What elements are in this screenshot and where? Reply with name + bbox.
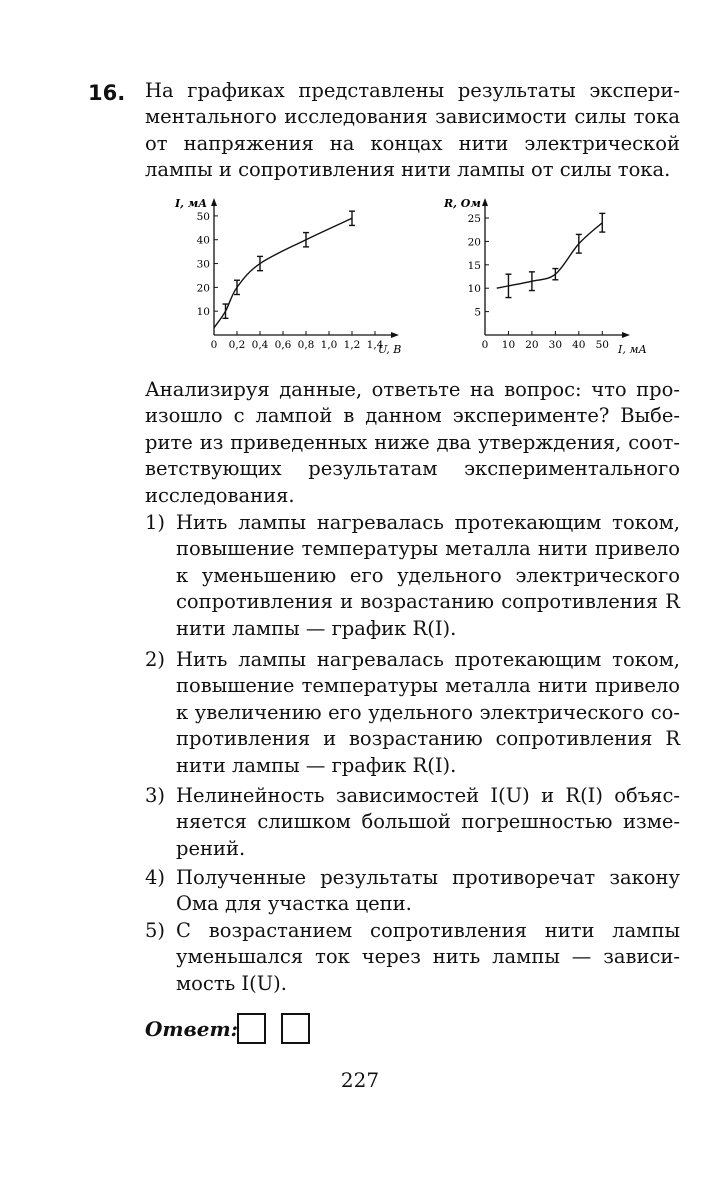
analysis-line: изошло с лампой в данном эксперименте? Выбе-: [145, 404, 680, 428]
problem-number: 16.: [88, 81, 126, 105]
chart-iu-ylabel: I, мА: [175, 197, 208, 210]
iu-x-tick-label: 0,2: [228, 339, 246, 351]
chart-iu-axes: [211, 198, 399, 338]
chart-ri-ticks: [468, 213, 609, 351]
ri-x-tick-label: 50: [595, 339, 609, 351]
problem-intro: [145, 78, 680, 184]
ri-y-tick-label: 5: [474, 306, 481, 319]
ri-y-tick-label: 15: [467, 259, 481, 272]
option-number: 5): [145, 919, 166, 942]
option-line: уменьшался ток через нить лампы — зависи-: [176, 945, 680, 969]
option-line: мость I(U).: [176, 971, 287, 995]
option-line: Нить лампы нагревалась протекающим током,: [176, 648, 680, 671]
chart-ri-ylabel: R, Ом: [444, 197, 481, 210]
option-line: няется слишком большой погрешностью изме-: [176, 810, 680, 834]
option-line: к уменьшению его удельного электрического: [176, 563, 680, 587]
iu-y-tick-label: 30: [196, 258, 210, 271]
analysis-line: рите из приведенных ниже два утверждения, соот-: [145, 430, 680, 454]
ri-x-arrow: [622, 332, 630, 338]
iu-y-tick-label: 20: [196, 282, 210, 295]
iu-series-line: [214, 218, 352, 328]
chart-current-vs-voltage: [165, 190, 425, 365]
iu-y-tick-label: 40: [196, 234, 210, 247]
ri-x-tick-label: 30: [548, 339, 563, 351]
option-line: Ома для участка цепи.: [176, 892, 412, 916]
option-line: С возрастанием сопротивления нити лампы: [176, 919, 680, 942]
option-line: противления и возрастанию сопротивления R: [176, 727, 680, 751]
iu-x-tick-label: 1,4: [366, 339, 384, 351]
ri-y-tick-label: 10: [467, 283, 481, 296]
option-line: рений.: [176, 836, 246, 860]
ri-x-tick-label: 20: [525, 339, 539, 351]
iu-y-tick-label: 10: [196, 306, 210, 319]
iu-x-tick-label: 0,8: [297, 339, 315, 351]
option-line: к увеличению его удельного электрического со-: [176, 700, 680, 724]
iu-y-arrow: [211, 198, 217, 206]
analysis-line: Анализируя данные, ответьте на вопрос: что про-: [145, 378, 680, 401]
option-line: Нить лампы нагревалась протекающим током,: [176, 511, 680, 534]
option-number: 2): [145, 648, 166, 671]
chart-iu-xlabel: U, В: [378, 343, 402, 356]
option-line: повышение температуры металла нити привело: [176, 537, 680, 561]
iu-x-arrow: [391, 332, 399, 338]
chart-resistance-vs-current: [440, 190, 680, 365]
analysis-paragraph: [145, 377, 680, 509]
chart-iu-series: [214, 211, 355, 328]
intro-line: от напряжения на концах нити электрической: [145, 131, 680, 155]
ri-y-tick-label: 25: [467, 213, 481, 226]
page-number: 227: [340, 1068, 380, 1092]
analysis-line: ветствующих результатам экспериментального: [145, 457, 680, 481]
iu-x-tick-label: 0,6: [274, 339, 292, 351]
option-number: 1): [145, 511, 166, 534]
option-line: Полученные результаты противоречат закону: [176, 866, 680, 889]
answer-box-1[interactable]: [237, 1013, 266, 1044]
chart-ri-series: [497, 213, 606, 297]
ri-x-tick-label: 40: [572, 339, 586, 351]
option-line: Нелинейность зависимостей I(U) и R(I) объяс-: [176, 784, 680, 807]
ri-x-tick-label: 0: [481, 339, 489, 351]
iu-x-tick-label: 1,0: [320, 339, 338, 351]
iu-x-tick-label: 0,4: [251, 339, 269, 351]
ri-y-arrow: [482, 198, 488, 206]
option-line: нити лампы — график R(I).: [176, 616, 457, 640]
intro-line: ментального исследования зависимости силы тока: [145, 105, 680, 129]
iu-y-tick-label: 50: [196, 210, 210, 223]
option-line: сопротивления и возрастанию сопротивления R: [176, 590, 680, 614]
answer-box-2[interactable]: [281, 1013, 310, 1044]
ri-series-line: [497, 223, 603, 289]
ri-y-tick-label: 20: [467, 236, 481, 249]
intro-line: На графиках представлены результаты экспери-: [145, 79, 680, 102]
intro-line: лампы и сопротивления нити лампы от силы тока.: [145, 158, 671, 182]
ri-x-tick-label: 10: [501, 339, 516, 351]
chart-iu-ticks: [197, 211, 384, 351]
option-number: 3): [145, 784, 166, 807]
analysis-line: исследования.: [145, 483, 295, 507]
iu-x-tick-label: 0: [210, 339, 218, 351]
answer-label: Ответ:: [145, 1017, 238, 1041]
iu-x-tick-label: 1,2: [343, 339, 361, 351]
option-number: 4): [145, 866, 166, 889]
option-line: нити лампы — график R(I).: [176, 753, 457, 777]
chart-ri-xlabel: I, мА: [618, 343, 647, 356]
option-line: повышение температуры металла нити привело: [176, 674, 680, 698]
